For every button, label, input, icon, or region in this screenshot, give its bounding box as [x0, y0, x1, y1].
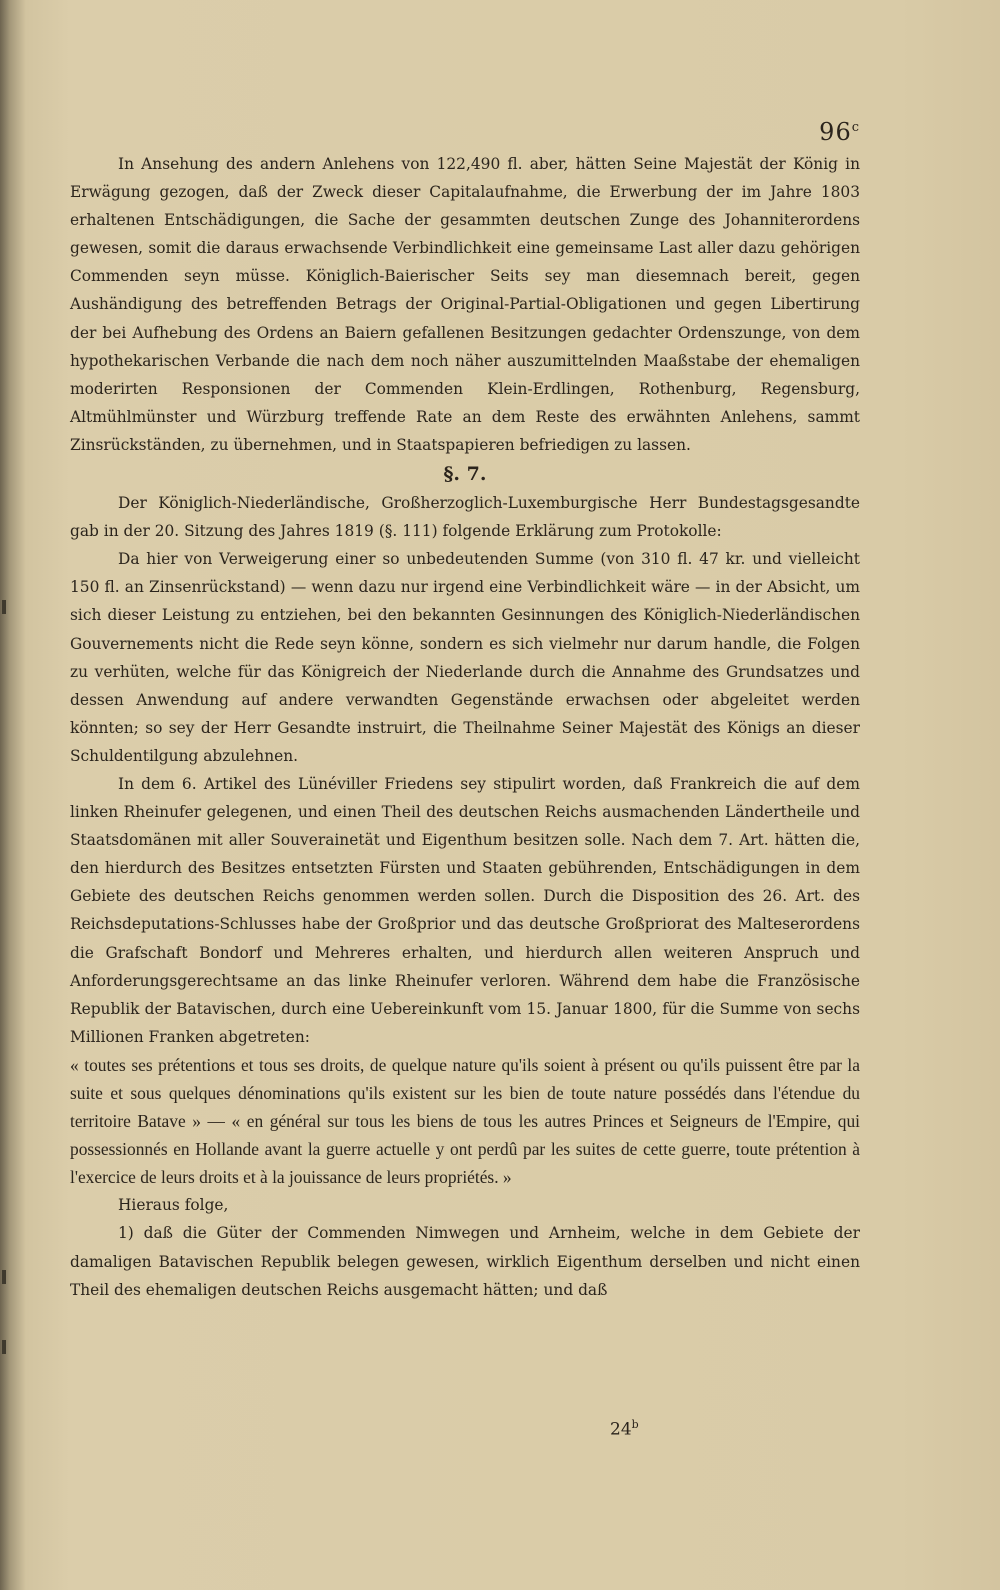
gutter-mark: [2, 600, 6, 614]
paragraph-hieraus: Hieraus folge,: [118, 1196, 229, 1215]
signature-mark: [610, 1418, 639, 1440]
page-number: [819, 118, 860, 146]
signature-value: 24: [610, 1419, 632, 1440]
gutter-mark: [2, 1270, 6, 1284]
paragraph-erklaerung: Der Königlich-Niederländische, Großherzoglich-Luxemburgische Herr Bundestagsgesandte gab in der 20. Sitzung des Jahres 1819 (§. 111) folgende Erklärung zum Protokolle:: [70, 494, 860, 541]
french-quote: « toutes ses prétentions et tous ses droits, de quelque nature qu'ils soient à présent ou qu'ils puissent être par la suite et sous quelques dénominations qu'ils existent sur les bien de toute nature possédés dans l'étendue du territoire Batave » — « en général sur tous les biens de tous les autres Princes et Seigneurs de l'Empire, qui possessionnés en Hollande avant la guerre actuelle y ont perdû par les suites de cette guerre, toute prétention à l'exercice de leurs droits et à la jouissance de leurs propriétés. »: [70, 1054, 860, 1188]
signature-suffix: b: [631, 1418, 639, 1431]
paragraph-luneville: In dem 6. Artikel des Lünéviller Friedens sey stipulirt worden, daß Frankreich die auf dem linken Rheinufer gelegenen, und einen Theil des deutschen Reichs ausmachenden Ländertheile und Staatsdomänen mit aller Souverainetät und Eigenthum besitzen solle. Nach dem 7. Art. hätten die, den hierdurch des Besitzes entsetzten Fürsten und Staaten gebührenden, Entschädigungen in dem Gebiete des deutschen Reichs genommen werden sollen. Durch die Disposition des 26. Art. des Reichsdeputations-Schlusses habe der Großprior und das deutsche Großpriorat des Malteserordens die Grafschaft Bondorf und Mehreres erhalten, und hierdurch allen weiteren Anspruch und Anforderungsgerechtsame an das linke Rheinufer verloren. Während dem habe die Französische Republik der Batavischen, durch eine Uebereinkunft vom 15. Januar 1800, für die Summe von sechs Millionen Franken abgetreten:: [70, 774, 860, 1046]
page-number-suffix: c: [851, 120, 860, 135]
paragraph-verweigerung: Da hier von Verweigerung einer so unbedeutenden Summe (von 310 fl. 47 kr. und vielleicht 150 fl. an Zinsenrückstand) — wenn dazu nur irgend eine Verbindlichkeit wäre — in der Absicht, um sich dieser Leistung zu entziehen, bei den bekannten Gesinnungen des Königlich-Niederländischen Gouvernements nicht die Rede seyn könne, sondern es sich vielmehr nur darum handle, die Folgen zu verhüten, welche für das Königreich der Niederlande durch die Annahme des Grundsatzes und dessen Anwendung auf andere verwandten Gegenstände erwachsen oder abgeleitet werden könnten; so sey der Herr Gesandte instruirt, die Theilnahme Seiner Majestät des Königs an dieser Schuldentilgung abzulehnen.: [70, 550, 860, 765]
page-number-value: 96: [819, 118, 852, 146]
gutter-mark: [2, 1340, 6, 1354]
paragraph-anlehen: In Ansehung des andern Anlehens von 122,490 fl. aber, hätten Seine Majestät der König in Erwägung gezogen, daß der Zweck dieser Capitalaufnahme, die Erwerbung der im Jahre 1803 erhaltenen Entschädigungen, die Sache der gesammten deutschen Zunge des Johanniterordens gewesen, somit die daraus erwachsende Verbindlichkeit eine gemeinsame Last aller dazu gehörigen Commenden seyn müsse. Königlich-Baierischer Seits sey man diesemnach bereit, gegen Aushändigung des betreffenden Betrags der Original-Partial-Obligationen und gegen Libertirung der bei Aufhebung des Ordens an Baiern gefallenen Besitzungen gedachter Ordenszunge, von dem hypothekarischen Verbande die nach dem noch näher auszumittelnden Maaßstabe der ehemaligen moderirten Responsionen der Commenden Klein-Erdlingen, Rothenburg, Regensburg, Altmühlmünster und Würzburg treffende Rate an dem Reste des erwähnten Anlehens, sammt Zinsrückständen, zu übernehmen, und in Staatspapieren befriedigen zu lassen.: [70, 155, 860, 454]
section-heading: §. 7.: [443, 463, 487, 486]
body-text: [70, 150, 860, 1304]
list-item-1: 1) daß die Güter der Commenden Nimwegen und Arnheim, welche in dem Gebiete der damaligen Batavischen Republik belegen gewesen, wirklich Eigenthum derselben und nicht einen Theil des ehemaligen deutschen Reichs ausgemacht hätten; und daß: [70, 1224, 860, 1299]
